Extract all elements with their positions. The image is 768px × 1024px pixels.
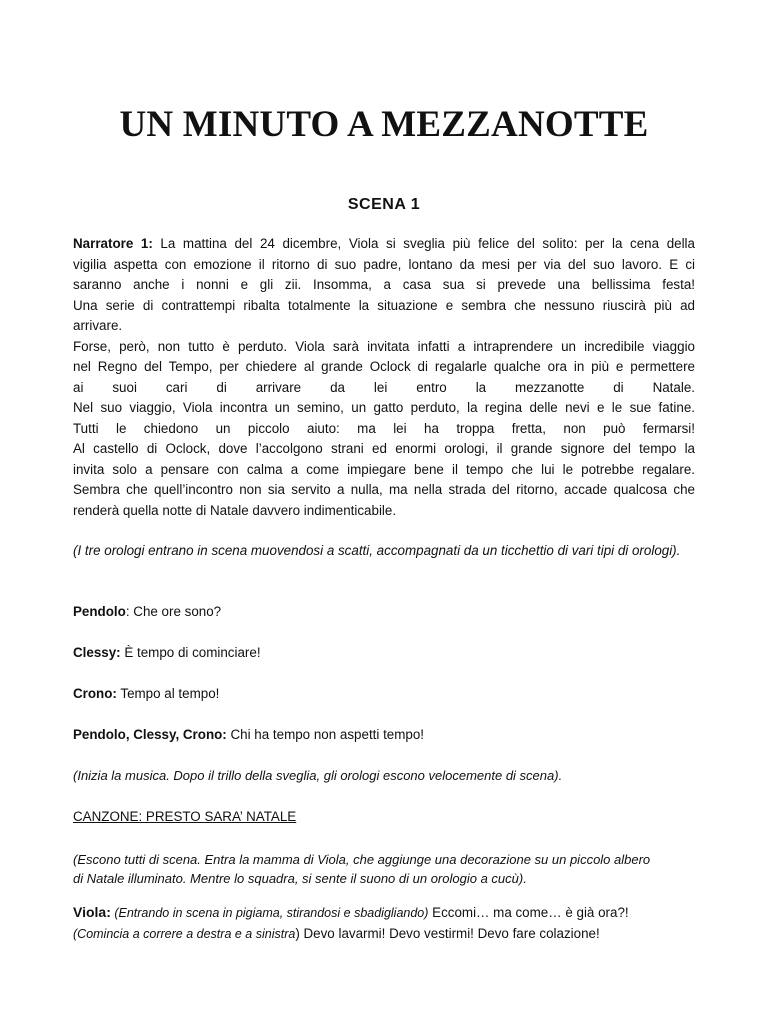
- narrator-line: arrivare.: [73, 318, 123, 333]
- narrator-line: Sembra che quell’incontro non sia servito a nulla, ma nella strada del ritorno, accade qualcosa che: [73, 482, 695, 497]
- dialogue-text: È tempo di cominciare!: [120, 645, 261, 660]
- dialogue-line: [73, 725, 695, 746]
- scene-heading: SCENA 1: [347, 196, 421, 213]
- speaker-name: Crono:: [73, 686, 117, 701]
- narrator-line: invita solo a pensare con calma a come impiegare bene il tempo che lui le potrebbe regalare.: [73, 461, 695, 477]
- narrator-line: vigilia aspetta con emozione il ritorno di suo padre, lontano da mesi per via del suo lavoro. E ci: [73, 256, 695, 272]
- narrator-line: ai suoi cari di arrivare da lei entro la mezzanotte di Natale.: [73, 379, 695, 395]
- song-title: CANZONE: PRESTO SARA’ NATALE: [73, 809, 297, 824]
- dialogue-text: ) Devo lavarmi! Devo vestirmi! Devo fare colazione!: [295, 925, 600, 941]
- stage-direction-inline: (Comincia a correre a destra e a sinistra: [73, 926, 296, 941]
- narrator-line: Al castello di Oclock, dove l’accolgono strani ed enormi orologi, il grande signore del tempo la: [73, 441, 695, 456]
- speaker-name: Pendolo: [73, 604, 126, 619]
- narrator-paragraph: [73, 234, 695, 521]
- dialogue-line: [73, 643, 695, 664]
- narrator-line: La mattina del 24 dicembre, Viola si sveglia più felice del solito: per la cena della: [152, 236, 695, 251]
- narrator-speaker: Narratore 1:: [73, 236, 153, 251]
- dialogue-text: : Che ore sono?: [125, 604, 222, 619]
- speaker-name: Viola:: [73, 904, 111, 920]
- stage-direction: (I tre orologi entrano in scena muovendosi a scatti, accompagnati da un ticchettio di vari tipi di orologi).: [73, 543, 681, 558]
- dialogue-text: Eccomi… ma come… è già ora?!: [428, 905, 629, 920]
- dialogue-line: [73, 684, 695, 705]
- dialogue-line: [73, 602, 695, 623]
- document-title: UN MINUTO A MEZZANOTTE: [119, 104, 649, 145]
- narrator-line: Forse, però, non tutto è perduto. Viola sarà invitata infatti a intraprendere un incredibile viaggio: [73, 338, 695, 354]
- stage-direction-line: di Natale illuminato. Mentre lo squadra, si sente il suono di un orologio a cucù).: [73, 871, 527, 886]
- narrator-line: saranno anche i nonni e gli zii. Insomma, a casa sua si prevede una bellissima festa!: [73, 277, 695, 292]
- narrator-line: nel Regno del Tempo, per chiedere al grande Oclock di regalarle qualche ora in più e permettere: [73, 359, 695, 374]
- narrator-line: Tutti le chiedono un piccolo aiuto: ma lei ha troppa fretta, non può fermarsi!: [73, 420, 695, 436]
- stage-direction: [73, 850, 695, 888]
- dialogue-text: Tempo al tempo!: [116, 686, 220, 701]
- stage-direction-line: (Escono tutti di scena. Entra la mamma di Viola, che aggiunge una decorazione su un piccolo albero: [73, 852, 651, 867]
- narrator-line: Nel suo viaggio, Viola incontra un semino, un gatto perduto, la regina delle nevi e le sue fatine.: [73, 400, 695, 415]
- viola-dialogue: [73, 902, 695, 944]
- narrator-line: Una serie di contrattempi ribalta totalmente la situazione e sembra che nessuno riuscirà più ad: [73, 297, 695, 313]
- stage-direction: (Inizia la musica. Dopo il trillo della sveglia, gli orologi escono velocemente di scena).: [73, 768, 563, 783]
- stage-direction-inline: (Entrando in scena in pigiama, stirandosi e sbadigliando): [110, 906, 429, 920]
- narrator-line: renderà quella notte di Natale davvero indimenticabile.: [73, 502, 397, 518]
- speaker-name: Clessy:: [73, 645, 121, 660]
- speaker-name: Pendolo, Clessy, Crono:: [73, 727, 227, 742]
- dialogue-text: Chi ha tempo non aspetti tempo!: [226, 727, 425, 742]
